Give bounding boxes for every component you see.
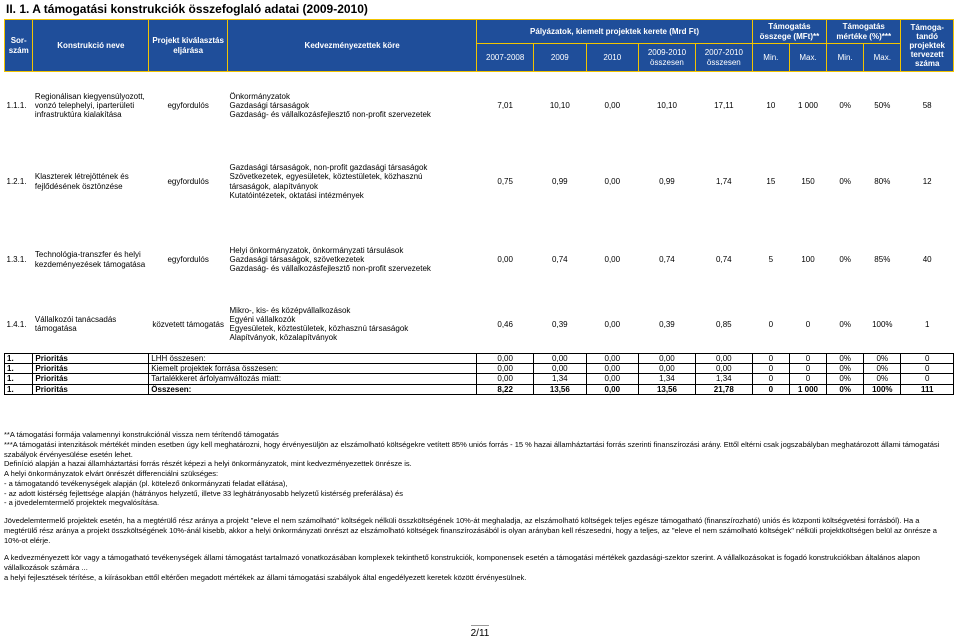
row-value: 85% bbox=[874, 254, 891, 264]
summary-value: 0,00 bbox=[586, 364, 638, 374]
row-value: 0,99 bbox=[552, 176, 568, 186]
footnote: Definíció alapján a hazai államháztartási forrás részét képezi a helyi önkormányzatok, mint kedvezményezettek önrésze is. bbox=[4, 459, 412, 469]
row-kedvezmenyezettek bbox=[228, 140, 477, 224]
summary-value: 0 bbox=[752, 364, 789, 374]
kedvezmenyezett-line: Gazdasági társaságok bbox=[229, 101, 310, 111]
row-value: 0,74 bbox=[716, 254, 732, 264]
summary-value: 1,34 bbox=[695, 374, 752, 384]
col-y3: 2010 bbox=[586, 44, 638, 72]
row-id: 1.1.1. bbox=[6, 101, 27, 111]
summary-value: 0 bbox=[789, 374, 826, 384]
summary-value: 0 bbox=[752, 384, 789, 394]
summary-value: 1,34 bbox=[639, 374, 696, 384]
row-name: Vállalkozói tanácsadás támogatása bbox=[34, 315, 117, 334]
col-y5: 2007-2010 összesen bbox=[695, 44, 752, 72]
summary-number: 1. bbox=[5, 374, 33, 384]
row-value: 7,01 bbox=[497, 101, 513, 111]
row-value: 0,74 bbox=[659, 254, 675, 264]
footnote: - az adott kistérség fejlettsége alapján (hátrányos helyzetű, illetve 33 leghátrányosabb helyzetű kistérség preferálása) és bbox=[4, 488, 403, 498]
summary-value: 0,00 bbox=[586, 374, 638, 384]
note-gap bbox=[4, 545, 954, 553]
row-value: 50% bbox=[874, 101, 891, 111]
row-value: 40 bbox=[922, 254, 932, 264]
row-value: 150 bbox=[801, 176, 815, 186]
row-eljaras: egyfordulós bbox=[167, 101, 209, 111]
summary-table bbox=[4, 19, 954, 395]
col-sorszam: Sor-szám bbox=[5, 20, 33, 72]
summary-value: 13,56 bbox=[639, 384, 696, 394]
row-value: 12 bbox=[922, 176, 932, 186]
summary-value: 0 bbox=[901, 364, 954, 374]
footnote: A kedvezményezett kör vagy a támogatható tevékenységek állami támogatást tartalmazó vonatkozásában komplexek tekinthető konstrukciók, komponensek esetén a támogatási mértékek gazdasági-szektor szerint. A vállalkozásokat is fogadó konstrukciókban általános alapon vállalkozások számára ... bbox=[4, 553, 920, 572]
row-value: 58 bbox=[922, 101, 932, 111]
summary-value: 0% bbox=[827, 354, 864, 364]
kedvezmenyezett-line: Egyesületek, köztestületek, közhasznú társaságok bbox=[229, 324, 409, 334]
row-value: 0,00 bbox=[497, 254, 513, 264]
row-value: 0,00 bbox=[604, 176, 621, 186]
row-kedvezmenyezettek bbox=[228, 296, 477, 354]
row-value: 0,99 bbox=[659, 176, 675, 186]
kedvezmenyezett-line: Önkormányzatok bbox=[229, 91, 290, 101]
summary-value: 0,00 bbox=[477, 354, 534, 364]
col-tam-merteke: Támogatás mértéke (%)*** bbox=[827, 20, 901, 44]
kedvezmenyezett-line: társaságok, alapítványok bbox=[229, 181, 318, 191]
summary-value: 0 bbox=[901, 354, 954, 364]
row-value: 0% bbox=[839, 176, 851, 186]
summary-value: 0,00 bbox=[477, 364, 534, 374]
row-value: 0,74 bbox=[552, 254, 568, 264]
row-value: 0,75 bbox=[497, 176, 513, 186]
footnote: - a támogatandó tevékenységek alapján (pl. kötelező önkormányzati feladat ellátása), bbox=[4, 478, 288, 488]
footnote: - a jövedelemtermelő projektek megvalósítása. bbox=[4, 498, 160, 508]
summary-row bbox=[5, 374, 954, 384]
row-value: 0,00 bbox=[604, 101, 621, 111]
table-row bbox=[5, 140, 954, 224]
kedvezmenyezett-line: Egyéni vállalkozók bbox=[229, 315, 296, 325]
row-id: 1.2.1. bbox=[6, 176, 27, 186]
summary-value: 0,00 bbox=[695, 364, 752, 374]
summary-value: 0% bbox=[827, 384, 864, 394]
summary-value: 100% bbox=[864, 384, 901, 394]
row-eljaras: egyfordulós bbox=[167, 176, 209, 186]
row-value: 0 bbox=[768, 319, 774, 329]
footnotes bbox=[4, 430, 954, 583]
row-value: 0,85 bbox=[716, 319, 732, 329]
row-name: Regionálisan kiegyensúlyozott, vonzó telephelyi, iparterületi infrastruktúra kialakítása bbox=[34, 91, 145, 120]
row-value: 100% bbox=[872, 319, 893, 329]
summary-value: 0% bbox=[864, 374, 901, 384]
col-tamogatando: Támoga-tandó projektek tervezett száma bbox=[901, 20, 954, 72]
col-max2: Max. bbox=[864, 44, 901, 72]
col-tam-osszege: Támogatás összege (MFt)** bbox=[752, 20, 826, 44]
summary-value: 13,56 bbox=[534, 384, 586, 394]
summary-value: 0 bbox=[752, 374, 789, 384]
row-value: 0,39 bbox=[552, 319, 568, 329]
row-value: 1 bbox=[924, 319, 930, 329]
summary-value: 0 bbox=[901, 374, 954, 384]
kedvezmenyezett-line: Gazdaság- és vállalkozásfejlesztő non-profit szervezetek bbox=[229, 110, 431, 120]
col-min1: Min. bbox=[752, 44, 789, 72]
kedvezmenyezett-line: Gazdasági társaságok, non-profit gazdasági társaságok bbox=[229, 163, 428, 173]
summary-label: LHH összesen: bbox=[149, 354, 477, 364]
summary-value: 0,00 bbox=[477, 374, 534, 384]
summary-priority: Prioritás bbox=[33, 364, 149, 374]
row-value: 0,00 bbox=[604, 254, 621, 264]
summary-value: 0,00 bbox=[639, 354, 696, 364]
row-value: 0% bbox=[839, 254, 851, 264]
row-value: 80% bbox=[874, 176, 891, 186]
row-value: 17,11 bbox=[714, 101, 734, 111]
summary-priority: Prioritás bbox=[33, 374, 149, 384]
row-name: Klaszterek létrejöttének és fejlődésének ösztönzése bbox=[34, 172, 129, 191]
col-min2: Min. bbox=[827, 44, 864, 72]
summary-value: 0,00 bbox=[534, 364, 586, 374]
row-value: 0% bbox=[839, 319, 851, 329]
col-kedvezmenyezettek: Kedvezményezettek köre bbox=[228, 20, 477, 72]
summary-value: 0 bbox=[752, 354, 789, 364]
summary-row bbox=[5, 354, 954, 364]
summary-value: 0,00 bbox=[534, 354, 586, 364]
row-value: 0,46 bbox=[497, 319, 513, 329]
kedvezmenyezett-line: Gazdasági társaságok, szövetkezetek bbox=[229, 254, 365, 264]
col-projekt: Projekt kiválasztás eljárása bbox=[149, 20, 228, 72]
summary-value: 1,34 bbox=[534, 374, 586, 384]
summary-value: 0,00 bbox=[639, 364, 696, 374]
summary-priority: Prioritás bbox=[33, 384, 149, 394]
summary-value: 0 bbox=[789, 364, 826, 374]
footnote: **A támogatási formája valamennyi konstrukciónál vissza nem térítendő támogatás bbox=[4, 430, 279, 439]
summary-value: 0% bbox=[864, 354, 901, 364]
footnote: ***A támogatási intenzitások mértékét minden esetben úgy kell meghatározni, hogy érvényesüljön az elszámolható költségekre vetített 85% uniós forrás - 15 % hazai államháztartási forrás szerinti finanszírozási arány. Ettől eltérni csak jogszabályban meghatározott állami támogatási szabályok érvényesülése esetén lehet. bbox=[4, 439, 940, 459]
col-max1: Max. bbox=[789, 44, 826, 72]
row-value: 0,39 bbox=[659, 319, 675, 329]
row-name: Technológia-transzfer és helyi kezdeményezések támogatása bbox=[34, 250, 146, 269]
summary-value: 8,22 bbox=[477, 384, 534, 394]
row-value: 0 bbox=[805, 319, 811, 329]
summary-value: 21,78 bbox=[695, 384, 752, 394]
kedvezmenyezett-line: Gazdaság- és vállalkozásfejlesztő non-profit szervezetek bbox=[229, 264, 431, 274]
row-value: 0% bbox=[839, 101, 851, 111]
col-y4: 2009-2010 összesen bbox=[639, 44, 696, 72]
col-y2: 2009 bbox=[534, 44, 586, 72]
col-y1: 2007-2008 bbox=[477, 44, 534, 72]
summary-value: 0% bbox=[864, 364, 901, 374]
col-palyazatok: Pályázatok, kiemelt projektek kerete (Mrd Ft) bbox=[477, 20, 753, 44]
summary-number: 1. bbox=[5, 354, 33, 364]
row-eljaras: egyfordulós bbox=[167, 254, 209, 264]
summary-row bbox=[5, 384, 954, 394]
kedvezmenyezett-line: Alapítványok, közalapítványok bbox=[229, 333, 338, 343]
kedvezmenyezett-line: Mikro-, kis- és középvállalkozások bbox=[229, 305, 351, 315]
row-value: 10,10 bbox=[656, 101, 677, 111]
summary-value: 111 bbox=[901, 384, 954, 394]
row-value: 10 bbox=[766, 101, 776, 111]
table-row bbox=[5, 296, 954, 354]
summary-value: 0,00 bbox=[586, 384, 638, 394]
row-kedvezmenyezettek bbox=[228, 72, 477, 140]
row-value: 10,10 bbox=[549, 101, 570, 111]
summary-row bbox=[5, 364, 954, 374]
note-gap bbox=[4, 508, 954, 516]
summary-value: 0% bbox=[827, 364, 864, 374]
summary-label: Összesen: bbox=[149, 384, 477, 394]
col-konstrukcio: Konstrukció neve bbox=[33, 20, 149, 72]
summary-value: 0,00 bbox=[695, 354, 752, 364]
row-value: 100 bbox=[801, 254, 815, 264]
summary-number: 1. bbox=[5, 384, 33, 394]
kedvezmenyezett-line: Szövetkezetek, egyesületek, köztestületek, közhasznú bbox=[229, 172, 423, 182]
page-number bbox=[0, 628, 960, 639]
row-value: 0,00 bbox=[604, 319, 621, 329]
summary-value: 0% bbox=[827, 374, 864, 384]
page-number-text: 2/11 bbox=[471, 625, 490, 639]
row-id: 1.4.1. bbox=[6, 319, 27, 329]
row-value: 5 bbox=[768, 254, 774, 264]
summary-label: Kiemelt projektek forrása összesen: bbox=[149, 364, 477, 374]
page-title: II. 1. A támogatási konstrukciók összefoglaló adatai (2009-2010) bbox=[6, 2, 368, 16]
summary-priority: Prioritás bbox=[33, 354, 149, 364]
footnote: a helyi fejlesztések térítése, a kiírásokban ettől eltérően megadott mértékek az állami támogatási szabályok által engedélyezett keretek között érvényesülnek. bbox=[4, 572, 527, 582]
kedvezmenyezett-line: Helyi önkormányzatok, önkormányzati társulások bbox=[229, 245, 404, 255]
summary-number: 1. bbox=[5, 364, 33, 374]
row-value: 1 000 bbox=[797, 101, 819, 111]
table-row bbox=[5, 224, 954, 296]
row-eljaras: közvetett támogatás bbox=[152, 319, 224, 329]
row-value: 15 bbox=[766, 176, 776, 186]
footnote: A helyi önkormányzatok elvárt önrészét differenciálni szükséges: bbox=[4, 469, 219, 478]
summary-value: 0 bbox=[789, 354, 826, 364]
row-kedvezmenyezettek bbox=[228, 224, 477, 296]
row-id: 1.3.1. bbox=[6, 254, 27, 264]
summary-label: Tartalékkeret árfolyamváltozás miatt: bbox=[149, 374, 477, 384]
row-value: 1,74 bbox=[716, 176, 732, 186]
table-row bbox=[5, 72, 954, 140]
footnote: Jövedelemtermelő projektek esetén, ha a megtérülő rész aránya a projekt "eleve el nem számolható" költségek nélküli összköltségének 10%-át meghaladja, az elszámolható költségek teljes egésze támogatható (finanszírozható) uniós és központi költségvetési forrásból). Ha a megtérülő rész aránya a projekt összköltségének 10%-ánál kisebb, akkor a helyi önkormányzati önrészt az elszámolható költségek finanszírozásából is olyan arányban kell részesedni, hogy a teljes, az "eleve el nem számolható költségek" nélküli projektköltségen belül az önrésze a 10%-ot elérje. bbox=[4, 516, 937, 545]
summary-value: 1 000 bbox=[789, 384, 826, 394]
kedvezmenyezett-line: Kutatóintézetek, oktatási intézmények bbox=[229, 190, 364, 200]
summary-value: 0,00 bbox=[586, 354, 638, 364]
